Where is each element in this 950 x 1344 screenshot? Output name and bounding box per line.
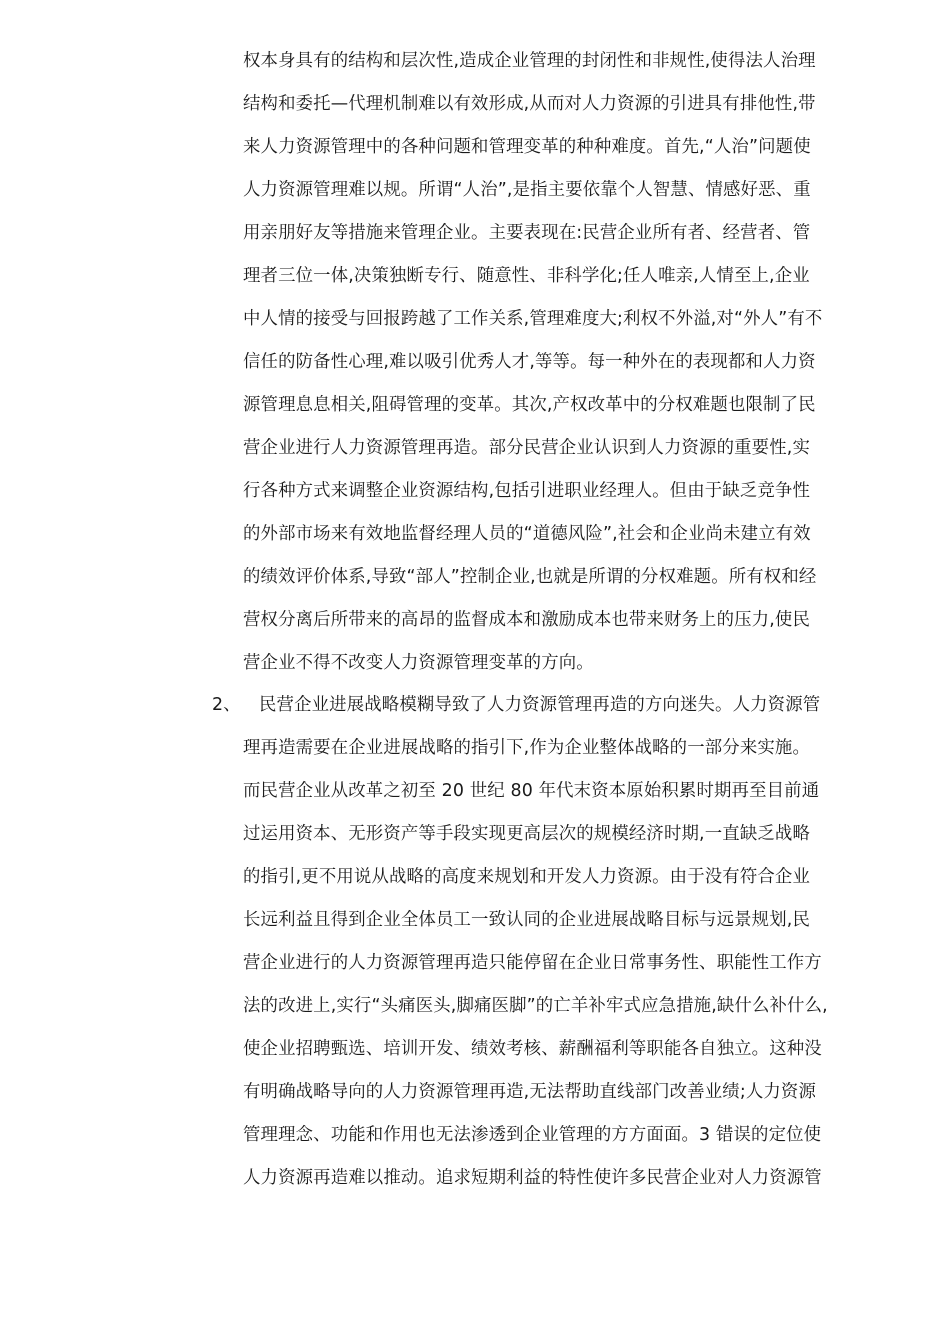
paragraph-1-line: 来人力资源管理中的各种问题和管理变革的种种难度。首先,“人治”问题使 bbox=[243, 137, 811, 157]
list-item-2-line: 管理理念、功能和作用也无法渗透到企业管理的方方面面。3 错误的定位使 bbox=[243, 1125, 822, 1145]
list-item-2-line: 的指引,更不用说从战略的高度来规划和开发人力资源。由于没有符合企业 bbox=[243, 867, 810, 887]
paragraph-1-line: 营企业不得不改变人力资源管理变革的方向。 bbox=[243, 653, 594, 673]
paragraph-1-line: 源管理息息相关,阻碍管理的变革。其次,产权改革中的分权难题也限制了民 bbox=[243, 395, 816, 415]
list-item-2-line: 长远利益且得到企业全体员工一致认同的企业进展战略目标与远景规划,民 bbox=[243, 910, 810, 930]
list-item-2-line: 民营企业进展战略模糊导致了人力资源管理再造的方向迷失。人力资源管 bbox=[259, 695, 821, 715]
list-item-2-line: 过运用资本、无形资产等手段实现更高层次的规模经济时期,一直缺乏战略 bbox=[243, 824, 810, 844]
list-item-2-line: 营企业进行的人力资源管理再造只能停留在企业日常事务性、职能性工作方 bbox=[243, 953, 822, 973]
list-item-2-line: 使企业招聘甄选、培训开发、绩效考核、薪酬福利等职能各自独立。这种没 bbox=[243, 1039, 822, 1059]
list-item-2-line: 有明确战略导向的人力资源管理再造,无法帮助直线部门改善业绩;人力资源 bbox=[243, 1082, 816, 1102]
paragraph-1-line: 用亲朋好友等措施来管理企业。主要表现在:民营企业所有者、经营者、管 bbox=[243, 223, 811, 243]
list-item-number: 2、 bbox=[212, 695, 241, 715]
list-item-2-line: 法的改进上,实行“头痛医头,脚痛医脚”的亡羊补牢式应急措施,缺什么补什么, bbox=[243, 996, 828, 1016]
paragraph-1-line: 营企业进行人力资源管理再造。部分民营企业认识到人力资源的重要性,实 bbox=[243, 438, 810, 458]
paragraph-1-line: 的外部市场来有效地监督经理人员的“道德风险”,社会和企业尚未建立有效 bbox=[243, 524, 811, 544]
paragraph-1-line: 理者三位一体,决策独断专行、随意性、非科学化;任人唯亲,人情至上,企业 bbox=[243, 266, 810, 286]
paragraph-1-line: 信任的防备性心理,难以吸引优秀人才,等等。每一种外在的表现都和人力资 bbox=[243, 352, 816, 372]
paragraph-1-line: 人力资源管理难以规。所谓“人治”,是指主要依靠个人智慧、情感好恶、重 bbox=[243, 180, 811, 200]
paragraph-1-line: 中人情的接受与回报跨越了工作关系,管理难度大;利权不外溢,对“外人”有不 bbox=[243, 309, 823, 329]
paragraph-1-line: 的绩效评价体系,导致“部人”控制企业,也就是所谓的分权难题。所有权和经 bbox=[243, 567, 817, 587]
paragraph-1-line: 行各种方式来调整企业资源结构,包括引进职业经理人。但由于缺乏竞争性 bbox=[243, 481, 810, 501]
paragraph-1-line: 结构和委托—代理机制难以有效形成,从而对人力资源的引进具有排他性,带 bbox=[243, 94, 816, 114]
list-item-2-line: 理再造需要在企业进展战略的指引下,作为企业整体战略的一部分来实施。 bbox=[243, 738, 810, 758]
list-item-2-line: 人力资源再造难以推动。追求短期利益的特性使许多民营企业对人力资源管 bbox=[243, 1168, 822, 1188]
paragraph-1-line: 营权分离后所带来的高昂的监督成本和激励成本也带来财务上的压力,使民 bbox=[243, 610, 810, 630]
paragraph-1-line: 权本身具有的结构和层次性,造成企业管理的封闭性和非规性,使得法人治理 bbox=[243, 51, 816, 71]
list-item-2-line: 而民营企业从改革之初至 20 世纪 80 年代末资本原始积累时期再至目前通 bbox=[243, 781, 820, 801]
